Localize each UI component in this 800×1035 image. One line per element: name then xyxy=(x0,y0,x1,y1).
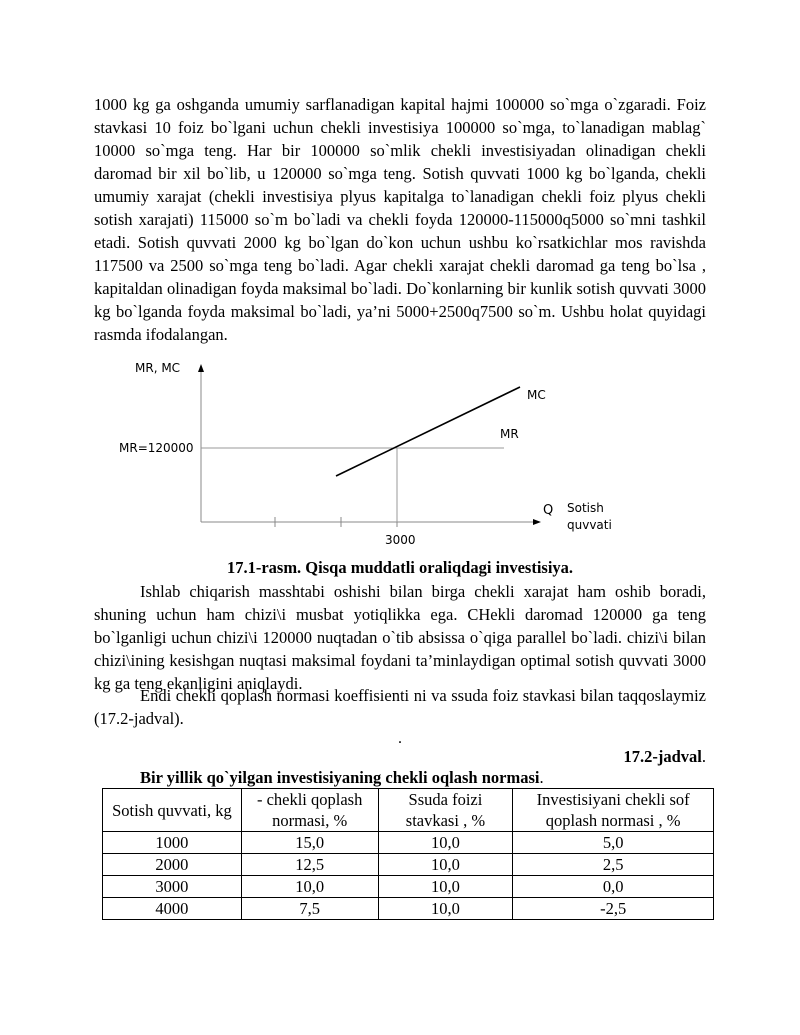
x-axis-desc-line1: Sotish xyxy=(567,501,604,515)
mc-line xyxy=(336,387,520,476)
mr-mc-chart xyxy=(100,352,640,552)
table-number: 17.2-jadval. xyxy=(623,747,706,766)
paragraph-intro: 1000 kg ga oshganda umumiy sarflanadigan kapital hajmi 100000 so`mga o`zgaradi. Foiz stavkasi 10 foiz bo`lgani uchun chekli investisiya 100000 so`mga, to`lanadigan mablag` 10000 so`mga teng. Har bir 100000 so`mlik chekli investisiyadan olinadigan chekli daromad bir xil bo`lib, u 120000 so`mga teng. Sotish quvvati 1000 kg bo`lganda, chekli umumiy xarajat (chekli investisiya plyus kapitalga to`lanadigan chekli foiz plyus chekli sotish xarajati) 115000 so`m bo`ladi va chekli foyda 120000-115000q5000 so`mni tashkil etadi. Sotish quvvati 2000 kg bo`lgan do`kon uchun ushbu ko`rsatkichlar mos ravishda 117500 va 2500 so`mga teng bo`ladi. Agar chekli xarajat chekli daromad ga teng bo`lsa , kapitaldan olinadigan foyda maksimal bo`ladi. Do`konlarning bir kunlik sotish quvvati 3000 kg bo`lganda foyda maksimal bo`ladi, ya’ni 5000+2500q7500 so`m. Ushbu holat quyidagi rasmda ifodalangan. xyxy=(94,95,706,344)
table-cell: 2000 xyxy=(103,854,242,876)
x-axis-arrow xyxy=(533,519,541,525)
table-row xyxy=(103,876,714,898)
header-loan-interest: Ssuda foizi stavkasi , % xyxy=(378,789,513,832)
table-row xyxy=(103,898,714,920)
paragraph-explanation: Ishlab chiqarish masshtabi oshishi bilan birga chekli xarajat ham oshib boradi, shuning uchun ham chizi\i musbat yotiqlikka ega. CHekli daromad 120000 ga teng bo`lganligi uchun chizi\i 120000 nuqtadan o`tib absissa o`qiga parallel bo`ladi. chizi\i bilan chizi\ining kesishgan nuqtasi maksimal foydani ta’minlaydigan optimal sotish quvvati 3000 kg ga teng ekanligini aniqlaydi. xyxy=(94,582,706,693)
x-axis-label: Q xyxy=(543,503,554,518)
y-axis-label: MR, MC xyxy=(135,361,181,375)
table-cell: 0,0 xyxy=(513,876,714,898)
mr-value-label: MR=120000 xyxy=(119,441,194,455)
table-cell: 15,0 xyxy=(241,832,378,854)
table-cell: -2,5 xyxy=(513,898,714,920)
table-cell: 10,0 xyxy=(378,876,513,898)
table-cell: 12,5 xyxy=(241,854,378,876)
table-cell: 7,5 xyxy=(241,898,378,920)
table-title: Bir yillik qo`yilgan investisiyaning chekli oqlash normasi. xyxy=(140,768,544,787)
figure-caption: 17.1-rasm. Qisqa muddatli oraliqdagi investisiya. xyxy=(226,558,574,577)
table-header-row xyxy=(103,789,714,832)
table-cell: 5,0 xyxy=(513,832,714,854)
payback-rate-table xyxy=(102,788,714,920)
table-cell: 3000 xyxy=(103,876,242,898)
header-payback-norm: - chekli qoplash normasi, % xyxy=(241,789,378,832)
header-net-payback: Investisiyani chekli sof qoplash normasi , % xyxy=(513,789,714,832)
table-cell: 10,0 xyxy=(241,876,378,898)
paragraph-comparison: Endi chekli qoplash normasi koeffisienti ni va ssuda foiz stavkasi bilan taqqoslaymiz (17.2-jadval). xyxy=(94,686,706,728)
x-axis-desc-line2: quvvati xyxy=(567,518,612,532)
table-cell: 2,5 xyxy=(513,854,714,876)
x-tick-label: 3000 xyxy=(385,533,416,547)
y-axis-arrow xyxy=(198,364,204,372)
table-cell: 4000 xyxy=(103,898,242,920)
mr-label: MR xyxy=(500,427,519,441)
table-cell: 1000 xyxy=(103,832,242,854)
header-sales-capacity: Sotish quvvati, kg xyxy=(103,789,242,832)
table-cell: 10,0 xyxy=(378,854,513,876)
mc-label: MC xyxy=(527,388,546,402)
separator-dot: . xyxy=(398,730,402,747)
table-row xyxy=(103,832,714,854)
table-cell: 10,0 xyxy=(378,832,513,854)
table-cell: 10,0 xyxy=(378,898,513,920)
table-row xyxy=(103,854,714,876)
